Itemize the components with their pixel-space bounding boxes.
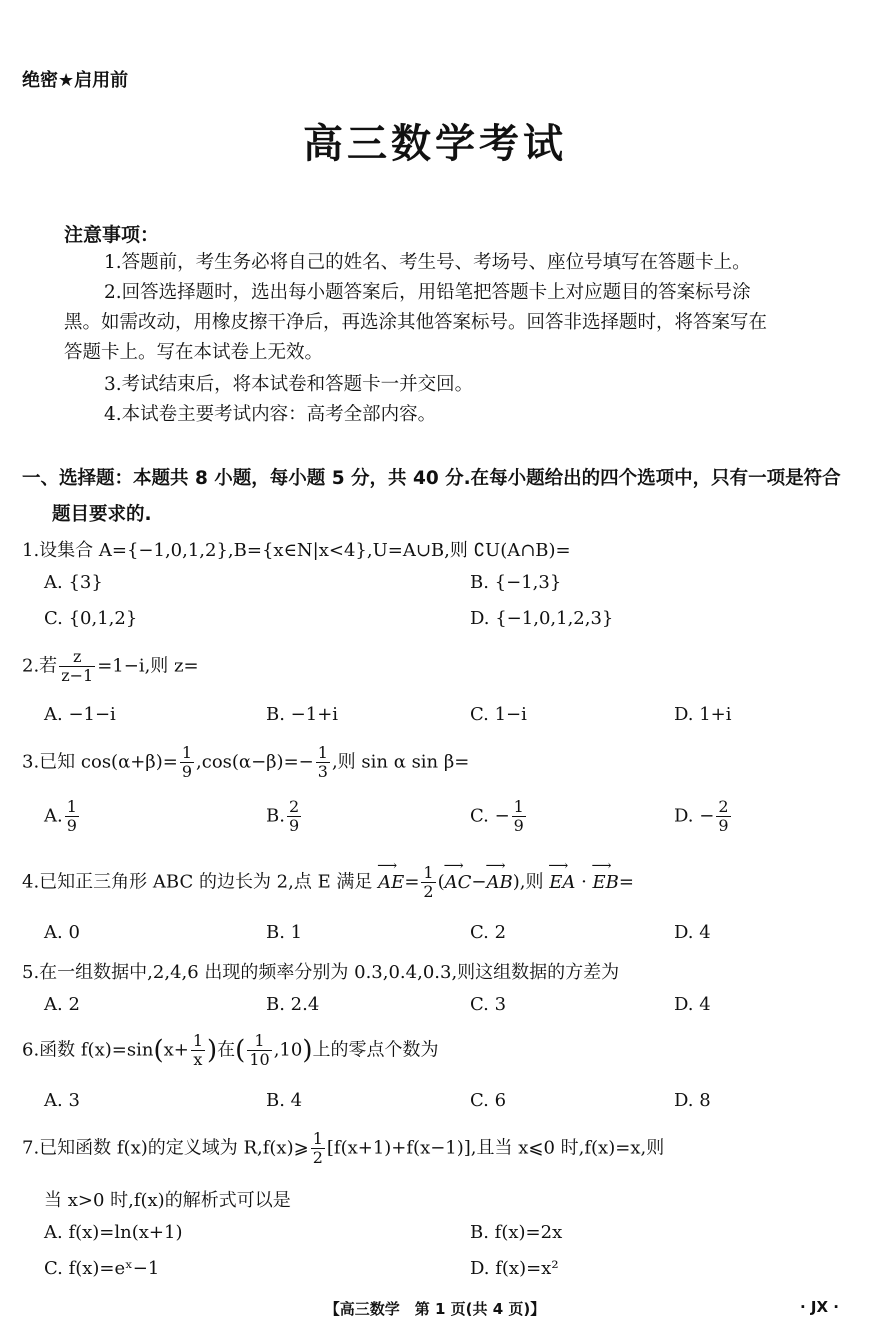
exam-title: 高三数学考试 [303,121,567,167]
q3-option-c [470,798,528,835]
q3-b-label: B. [266,805,285,827]
q3-b-den: 9 [288,816,300,835]
q3-c-den: 9 [513,816,524,835]
q2-option-b: B. −1+i [266,704,339,725]
q7-option-b: B. f(x)=2x [470,1222,563,1243]
q3-part-3: ,则 sin α sin β= [331,751,470,773]
confidential-label: 绝密★启用前 [22,70,129,91]
page-footer: 【高三数学 第 1 页(共 4 页)】 [324,1300,546,1318]
q5-option-a: A. 2 [44,994,80,1015]
q5-option-b: B. 2.4 [266,994,320,1015]
q5-option-d: D. 4 [674,994,711,1015]
q3-b-frac [287,798,301,835]
q7-option-d: D. f(x)=x² [470,1258,559,1279]
q6-frac-2-num: 1 [247,1032,271,1051]
footer-code: · JX · [800,1298,839,1316]
q4-frac [421,864,435,901]
q4-vector-eb: ⟶ EB [593,872,619,893]
q5-option-c: C. 3 [470,994,507,1015]
q6-frac-1 [191,1032,205,1069]
q3-d-den: 9 [718,816,729,835]
q6-frac-1-den: x [193,1050,203,1069]
q7-frac-num: 1 [312,1129,323,1148]
notice-item-2-line-2: 黑。如需改动，用橡皮擦干净后，再选涂其他答案标号。回答非选择题时，将答案写在 [64,312,768,333]
notice-heading: 注意事项： [64,224,160,246]
question-7-stem [22,1130,664,1167]
q3-frac-2-den: 3 [317,762,328,781]
q6-frac-1-num: 1 [192,1031,204,1050]
q3-frac-1-den: 9 [181,762,193,781]
q4-part-1: 4.已知正三角形 ABC 的边长为 2,点 E 满足 [22,871,373,893]
q3-frac-1-num: 1 [181,743,193,762]
q7-part-2: [f(x+1)+f(x−1)],且当 x⩽0 时,f(x)=x,则 [326,1137,665,1159]
q2-fraction [59,648,95,685]
q1-option-a: A. {3} [44,572,103,593]
q2-frac-num: z [59,648,95,667]
q3-option-d [674,798,733,835]
q3-d-num: 2 [718,797,729,816]
question-4-stem: 4.已知正三角形 ABC 的边长为 2,点 E 满足 ⟶ AE= $\frac{1}{2}$ (⟶ AC−⟶ AB),则 ⟶ EA · ⟶ EB= [22,864,634,901]
q6-option-b: B. 4 [266,1090,303,1111]
q6-part-3: 在 [217,1039,236,1061]
notice-item-2-line-3: 答题卡上。写在本试卷上无效。 [64,342,324,363]
q7-option-c: C. f(x)=eˣ−1 [44,1258,160,1279]
q4-dot: · [575,871,593,893]
q6-part-1: 6.函数 f(x)=sin [22,1039,154,1061]
q3-a-label: A. [44,805,63,827]
notice-item-2-line-1: 2.回答选择题时，选出每小题答案后，用铅笔把答题卡上对应题目的答案标号涂 [104,282,751,303]
q3-frac-1 [180,744,194,781]
q7-frac [311,1130,325,1167]
q3-c-num: 1 [513,797,524,816]
q7-frac-den: 2 [312,1148,323,1167]
question-3-stem [22,744,469,781]
q2-option-d: D. 1+i [674,704,732,725]
q3-option-b [266,798,303,835]
q1-option-c: C. {0,1,2} [44,608,138,629]
q4-frac-num: 1 [423,863,434,882]
q6-part-4: ,10 [273,1039,303,1061]
notice-item-3: 3.考试结束后，将本试卷和答题卡一并交回。 [104,374,474,395]
question-2-stem [22,648,199,685]
q4-vector-ae: ⟶ AE [378,872,404,893]
q3-frac-2-num: 1 [317,743,328,762]
q4-part-2: ,则 [519,871,544,893]
q2-option-a: A. −1−i [44,704,116,725]
question-6-stem: 6.函数 f(x)=sin(x+ $\frac{1}{x}$ )在( $\frac{1}{10}$ ,10)上的零点个数为 [22,1031,439,1069]
q4-vector-ac: ⟶ AC [445,872,472,893]
question-1-stem: 1.设集合 A={−1,0,1,2},B={x∈N|x<4},U=A∪B,则 ∁U(A∩B)= [22,540,571,561]
q1-option-d: D. {−1,0,1,2,3} [470,608,614,629]
q3-c-label: C. − [470,805,510,827]
notice-item-1: 1.答题前，考生务必将自己的姓名、考生号、考场号、座位号填写在答题卡上。 [104,252,751,273]
q7-part-1: 7.已知函数 f(x)的定义域为 R,f(x)⩾ [22,1137,309,1159]
q6-option-a: A. 3 [44,1090,80,1111]
section-1-heading: 一、选择题：本题共 8 小题，每小题 5 分，共 40 分.在每小题给出的四个选项中，只有一项是符合 [22,468,841,489]
notice-item-4: 4.本试卷主要考试内容：高考全部内容。 [104,404,437,425]
q4-vector-ab: ⟶ AB [487,872,513,893]
question-5-stem: 5.在一组数据中,2,4,6 出现的频率分别为 0.3,0.4,0.3,则这组数据的方差为 [22,962,620,983]
q3-a-den: 9 [66,816,77,835]
q6-part-5: 上的零点个数为 [312,1039,439,1061]
q7-option-a: A. f(x)=ln(x+1) [44,1222,183,1243]
q4-option-d: D. 4 [674,922,711,943]
q3-b-num: 2 [288,797,300,816]
q6-option-c: C. 6 [470,1090,507,1111]
q3-a-frac [65,798,79,835]
q4-equals: = [404,871,420,893]
q3-part-1: 3.已知 cos(α+β)= [22,751,178,773]
q4-option-b: B. 1 [266,922,303,943]
q6-part-2: x+ [163,1039,189,1061]
q3-d-label: D. − [674,805,715,827]
q3-part-2: ,cos(α−β)=− [196,751,314,773]
q3-option-a [44,798,81,835]
question-7-stem-cont: 当 x>0 时,f(x)的解析式可以是 [44,1190,291,1211]
q4-frac-den: 2 [423,882,434,901]
q3-a-num: 1 [66,797,77,816]
q3-d-frac [716,798,730,835]
q3-c-frac [512,798,526,835]
q2-frac-den: z−1 [61,666,94,685]
q6-option-d: D. 8 [674,1090,711,1111]
q6-frac-2-den: 10 [249,1050,270,1069]
q4-vector-ea: ⟶ EA [549,872,575,893]
q6-frac-2 [247,1032,271,1069]
q4-end: = [618,871,635,893]
q4-option-c: C. 2 [470,922,507,943]
q4-option-a: A. 0 [44,922,80,943]
q2-option-c: C. 1−i [470,704,527,725]
section-1-heading-cont: 题目要求的. [52,504,152,525]
q1-option-b: B. {−1,3} [470,572,562,593]
q3-frac-2 [316,744,330,781]
q2-suffix: =1−i,则 z= [97,655,199,677]
q2-prefix: 2.若 [22,655,58,677]
